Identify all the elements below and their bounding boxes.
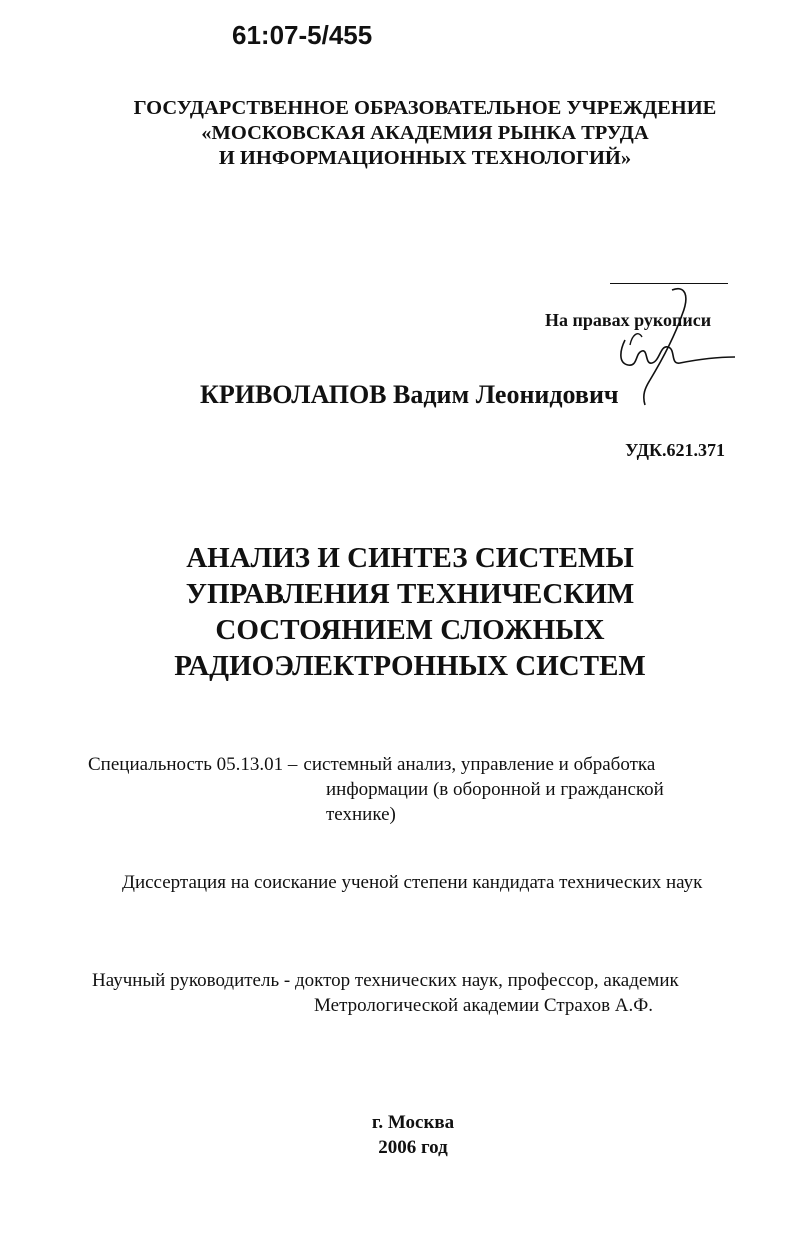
title-line-3: СОСТОЯНИЕМ СЛОЖНЫХ [215, 614, 605, 646]
institution-line-3: И ИНФОРМАЦИОННЫХ ТЕХНОЛОГИЙ» [218, 147, 632, 169]
archive-stamp-number: 61:07-5/455 [232, 20, 373, 50]
supervisor-line-1: Научный руководитель - доктор технических наук, профессор, академик [92, 970, 679, 991]
specialty-block [88, 752, 728, 827]
title-line-1: АНАЛИЗ И СИНТЕЗ СИСТЕМЫ [186, 542, 634, 574]
udk-code: УДК.621.371 [625, 440, 725, 460]
author-name: КРИВОЛАПОВ Вадим Леонидович [200, 380, 619, 409]
supervisor-line-2: Метрологической академии Страхов А.Ф. [314, 995, 654, 1016]
title-line-2: УПРАВЛЕНИЯ ТЕХНИЧЕСКИМ [185, 578, 635, 610]
supervisor-block [92, 968, 728, 1018]
year: 2006 год [378, 1137, 448, 1158]
title-line-4: РАДИОЭЛЕКТРОННЫХ СИСТЕМ [174, 650, 646, 682]
dissertation-title [0, 540, 795, 684]
signature-line [610, 283, 728, 284]
specialty-desc-line-1: системный анализ, управление и обработка [303, 754, 656, 775]
institution-header [0, 96, 795, 171]
city: г. Москва [371, 1112, 455, 1133]
specialty-desc-line-3: технике) [326, 804, 396, 825]
manuscript-rights-note: На правах рукописи [545, 310, 712, 330]
institution-line-1: ГОСУДАРСТВЕННОЕ ОБРАЗОВАТЕЛЬНОЕ УЧРЕЖДЕНИЕ [133, 97, 717, 119]
city-year-block [0, 1110, 795, 1160]
specialty-label: Специальность 05.13.01 – [88, 754, 298, 775]
dissertation-type: Диссертация на соискание ученой степени кандидата технических наук [122, 872, 703, 893]
specialty-desc-line-2: информации (в оборонной и гражданской [326, 779, 664, 800]
institution-line-2: «МОСКОВСКАЯ АКАДЕМИЯ РЫНКА ТРУДА [201, 122, 649, 144]
